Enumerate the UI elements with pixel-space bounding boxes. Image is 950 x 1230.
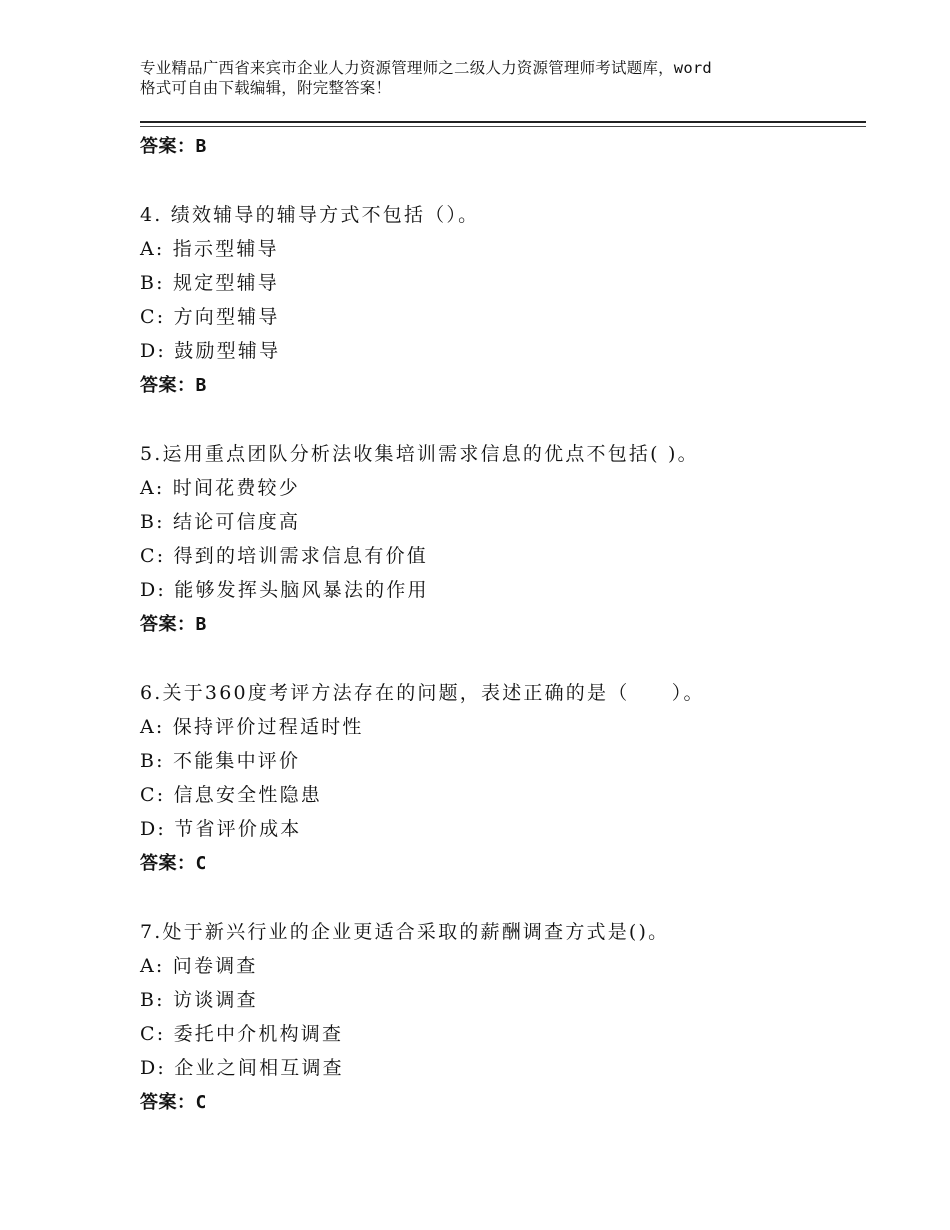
option-d: D: 节省评价成本 [140, 818, 302, 840]
answer-value: C [195, 853, 207, 874]
question-answer [140, 371, 207, 397]
option-a: A: 指示型辅导 [140, 238, 279, 260]
question-stem: 4. 绩效辅导的辅导方式不包括（）。 [140, 204, 480, 226]
answer-value: B [195, 614, 207, 635]
answer-value: B [195, 136, 207, 157]
question-stem: 7.处于新兴行业的企业更适合采取的薪酬调查方式是()。 [140, 921, 670, 943]
previous-answer [140, 132, 207, 158]
header-divider [140, 121, 866, 123]
question-answer [140, 849, 207, 875]
header-line-2: 格式可自由下载编辑，附完整答案！ [140, 79, 392, 97]
answer-value: B [195, 375, 207, 396]
answer-label: 答案： [140, 853, 196, 874]
option-b: B: 规定型辅导 [140, 272, 280, 294]
answer-label: 答案： [140, 1092, 196, 1113]
question-stem: 5.运用重点团队分析法收集培训需求信息的优点不包括( )。 [140, 443, 699, 465]
option-c: C: 信息安全性隐患 [140, 784, 322, 806]
option-c: C: 方向型辅导 [140, 306, 280, 328]
question-answer [140, 1088, 207, 1114]
option-d: D: 鼓励型辅导 [140, 340, 281, 362]
option-d: D: 企业之间相互调查 [140, 1057, 344, 1079]
document-header [140, 58, 840, 98]
option-a: A: 问卷调查 [140, 955, 258, 977]
answer-label: 答案： [140, 375, 196, 396]
option-c: C: 得到的培训需求信息有价值 [140, 545, 428, 567]
option-c: C: 委托中介机构调查 [140, 1023, 344, 1045]
answer-label: 答案： [140, 136, 196, 157]
answer-value: C [195, 1092, 207, 1113]
question-answer [140, 610, 207, 636]
option-b: B: 不能集中评价 [140, 750, 301, 772]
question-stem: 6.关于360度考评方法存在的问题，表述正确的是（ ）。 [140, 682, 705, 704]
option-a: A: 保持评价过程适时性 [140, 716, 364, 738]
option-a: A: 时间花费较少 [140, 477, 300, 499]
option-b: B: 访谈调查 [140, 989, 258, 1011]
option-b: B: 结论可信度高 [140, 511, 301, 533]
header-line-1: 专业精品广西省来宾市企业人力资源管理师之二级人力资源管理师考试题库，word [140, 59, 712, 77]
answer-label: 答案： [140, 614, 196, 635]
header-divider-thin [140, 126, 866, 127]
option-d: D: 能够发挥头脑风暴法的作用 [140, 579, 429, 601]
